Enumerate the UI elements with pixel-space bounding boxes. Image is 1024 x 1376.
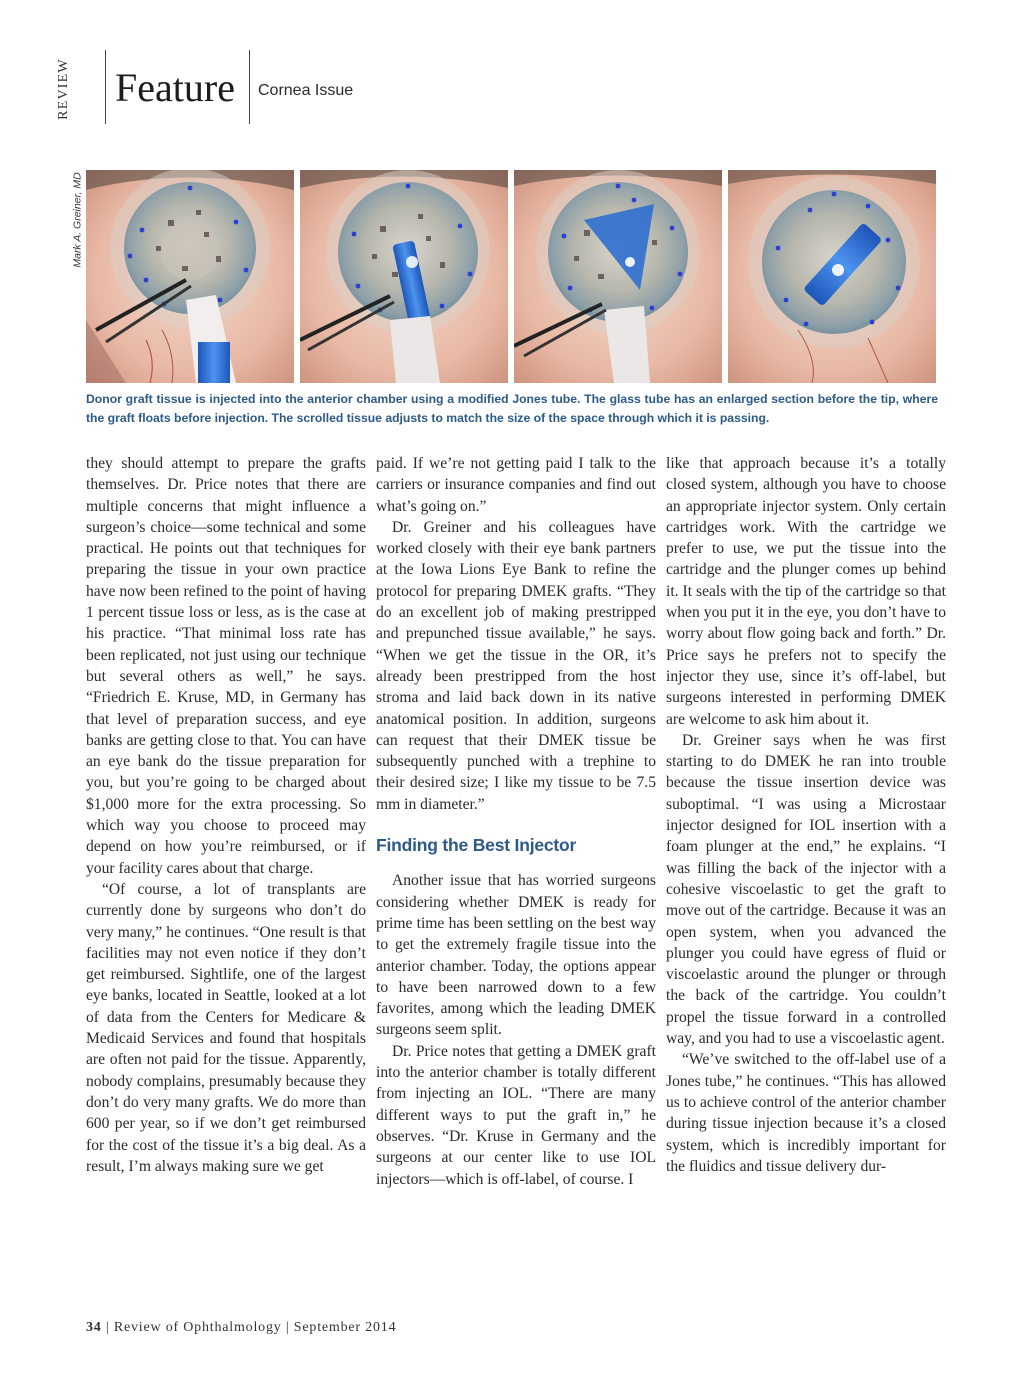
issue-label: Cornea Issue: [258, 82, 354, 99]
review-text: REVIEW: [56, 58, 72, 120]
article-column-3: [666, 453, 946, 1177]
page-footer: [86, 1320, 396, 1336]
paragraph: Dr. Price notes that getting a DMEK graft into the anterior chamber is totally different from injecting an IOL. “There are many different ways to put the graft in,” he observes. “Dr. Kruse in Germany and the surgeons at our center like to use IOL injectors—which is off-label, of course. I: [376, 1042, 656, 1188]
figure-caption: Donor graft tissue is injected into the anterior chamber using a modified Jones tube. The glass tube has an enlarged section before the tip, where the graft floats before injection. The scrolled tissue adjusts to match the size of the space through which it is passing.: [86, 392, 938, 425]
issue-date: September 2014: [293, 1320, 397, 1335]
paragraph: Dr. Greiner says when he was first starting to do DMEK he ran into trouble because the tissue insertion device was suboptimal. “I was using a Microstaar injector designed for IOL insertion with a foam plunger at the end,” he explains. “I was filling the back of the injector with a cohesive viscoelastic to get the graft to move out of the cartridge. Because it was an open system, when you advanced the plunger you could have egress of fluid or viscoelastic around the plunger or through the back of the cartridge. You couldn’t propel the tissue forward in a controlled way, and you had to use a viscoelastic agent.: [666, 731, 946, 1048]
header-divider-right: [249, 50, 250, 124]
photo-credit: [68, 170, 88, 270]
paragraph: Dr. Greiner and his colleagues have worked closely with their eye bank partners at the Iowa Lions Eye Bank to refine the protocol for preparing DMEK grafts. “They do an excellent job of making prestripped and prepunched tissue available,” he says. “When we get the tissue in the OR, it’s already been prestripped from the host stroma and laid back down in its native anatomical position. In addition, surgeons can request that their DMEK tissue be subsequently punched with a trephine to their desired size; I like my tissue to be 7.5 mm in diameter.”: [376, 518, 656, 813]
page-number: 34: [86, 1320, 102, 1335]
paragraph: like that approach because it’s a totally closed system, although you have to choose an appropriate injector system. Only certain cartridges work. With the cartridge we prefer to use, we put the tissue into the cartridge and the plunger comes up behind it. It seals with the tip of the cartridge so that when you put it in the eye, you don’t have to worry about flow going back and forth.” Dr. Price says he prefers not to specify the injector they use, since it’s off-label, but surgeons interested in performing DMEK are welcome to ask him about it.: [666, 455, 946, 728]
feature-title: Feature: [115, 65, 235, 110]
paragraph: “We’ve switched to the off-label use of a Jones tube,” he continues. “This has allowed us to achieve control of the anterior chamber during tissue injection because it’s a closed system, which is incredibly important for the fluidics and tissue delivery dur-: [666, 1051, 946, 1175]
surgery-photo-4: [728, 170, 936, 383]
paragraph: Another issue that has worried surgeons considering whether DMEK is ready for prime time has been settling on the best way to get the extremely fragile tissue into the anterior chamber. Today, the options appear to have been narrowed down to a few favorites, among which the leading DMEK surgeons seem split.: [376, 872, 656, 1039]
footer-separator: |: [105, 1320, 110, 1335]
paragraph: “Of course, a lot of transplants are currently done by surgeons who don’t do very many,” he continues. “One result is that facilities may not even notice if they don’t get reimbursed. Sightlife, one of the largest eye banks, located in Seattle, looked at a lot of data from the Centers for Medicare & Medicaid Services and found that hospitals are often not paid for the tissue. Apparently, nobody complains, presumably because they don’t do very many grafts. We do more than 600 per year, so if we don’t get reimbursed for the cost of the tissue it’s a big deal. As a result, I’m always making sure we get: [86, 880, 366, 1175]
section-heading: Finding the Best Injector: [376, 835, 577, 856]
article-column-2: [376, 453, 656, 1190]
surgery-photo-3: [514, 170, 722, 383]
header-divider-left: [105, 50, 106, 124]
review-section-label: [52, 52, 76, 126]
photo-credit-text: Mark A. Greiner, MD: [72, 172, 85, 268]
paragraph: paid. If we’re not getting paid I talk to the carriers or insurance companies and find out what’s going on.”: [376, 455, 656, 515]
surgery-photo-2: [300, 170, 508, 383]
journal-name: Review of Ophthalmology: [113, 1320, 282, 1335]
paragraph: they should attempt to prepare the grafts themselves. Dr. Price notes that there are multiple concerns that might influence a surgeon’s choice—some technical and some practical. He points out that techniques for preparing the tissue in your own practice have now been refined to the point of having 1 percent tissue loss or less, as is the case at his practice. “That minimal loss rate has been replicated, not just using our technique but several others as well,” he says. “Friedrich E. Kruse, MD, in Germany has that level of preparation success, and eye banks are getting close to that. You can have an eye bank do the tissue preparation for you, but you’re going to be charged about $1,000 more for the extra processing. So which way you choose to proceed may depend on how you’re reimbursed, or if your facility cares about that charge.: [86, 455, 366, 877]
surgery-photo-1: [86, 170, 294, 383]
footer-separator: |: [285, 1320, 290, 1335]
article-column-1: [86, 453, 366, 1177]
